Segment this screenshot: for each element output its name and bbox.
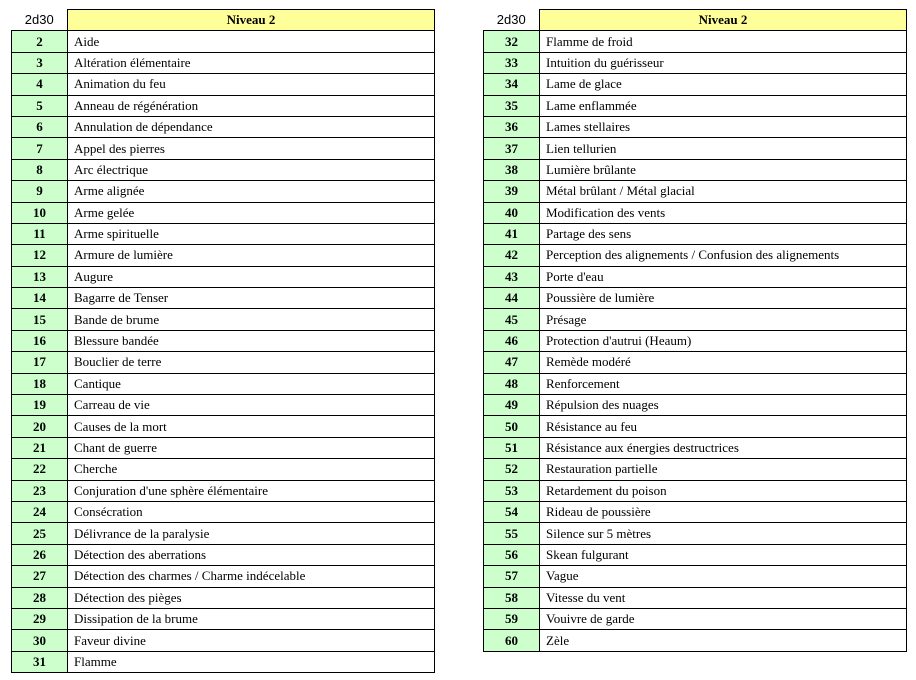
table-row: [484, 480, 907, 501]
dice-label: 2d30: [496, 11, 526, 27]
table-row: [12, 651, 435, 672]
roll-number: 8: [12, 159, 68, 180]
table-row: [484, 266, 907, 287]
spell-name: Intuition du guérisseur: [540, 52, 907, 73]
spell-name: Carreau de vie: [68, 395, 435, 416]
spell-name: Consécration: [68, 501, 435, 522]
table-row: [12, 523, 435, 544]
table-row: [12, 566, 435, 587]
table-row: [12, 138, 435, 159]
spell-name: Lames stellaires: [540, 116, 907, 137]
roll-number: 41: [484, 223, 540, 244]
spell-name: Annulation de dépendance: [68, 116, 435, 137]
table-row: [484, 416, 907, 437]
spell-name: Blessure bandée: [68, 330, 435, 351]
spell-name: Lien tellurien: [540, 138, 907, 159]
left-spell-table: [11, 9, 435, 673]
spell-name: Renforcement: [540, 373, 907, 394]
right-header-row: [484, 10, 907, 31]
roll-number: 44: [484, 288, 540, 309]
spell-name: Métal brûlant / Métal glacial: [540, 181, 907, 202]
level-header: Niveau 2: [68, 10, 435, 31]
table-row: [484, 544, 907, 565]
spell-name: Délivrance de la paralysie: [68, 523, 435, 544]
table-row: [484, 587, 907, 608]
spell-name: Rideau de poussière: [540, 501, 907, 522]
table-row: [484, 501, 907, 522]
spell-name: Silence sur 5 mètres: [540, 523, 907, 544]
table-row: [12, 330, 435, 351]
spell-name: Augure: [68, 266, 435, 287]
spell-name: Dissipation de la brume: [68, 608, 435, 629]
roll-number: 10: [12, 202, 68, 223]
table-row: [484, 202, 907, 223]
spell-name: Remède modéré: [540, 352, 907, 373]
spell-name: Lumière brûlante: [540, 159, 907, 180]
spell-name: Causes de la mort: [68, 416, 435, 437]
table-row: [12, 266, 435, 287]
roll-number: 20: [12, 416, 68, 437]
roll-number: 57: [484, 566, 540, 587]
roll-number: 60: [484, 630, 540, 651]
table-row: [12, 352, 435, 373]
spell-name: Bouclier de terre: [68, 352, 435, 373]
table-row: [12, 608, 435, 629]
spell-name: Zèle: [540, 630, 907, 651]
roll-number: 31: [12, 651, 68, 672]
roll-number: 46: [484, 330, 540, 351]
left-header-row: [12, 10, 435, 31]
roll-number: 15: [12, 309, 68, 330]
table-row: [12, 480, 435, 501]
table-row: [12, 544, 435, 565]
table-row: [484, 395, 907, 416]
roll-number: 38: [484, 159, 540, 180]
table-row: [12, 416, 435, 437]
roll-number: 13: [12, 266, 68, 287]
table-row: [12, 395, 435, 416]
spell-name: Lame de glace: [540, 74, 907, 95]
spell-name: Présage: [540, 309, 907, 330]
roll-number: 12: [12, 245, 68, 266]
table-row: [484, 95, 907, 116]
spell-name: Arme spirituelle: [68, 223, 435, 244]
roll-number: 40: [484, 202, 540, 223]
roll-number: 51: [484, 437, 540, 458]
table-row: [484, 288, 907, 309]
spell-name: Détection des pièges: [68, 587, 435, 608]
spell-name: Vitesse du vent: [540, 587, 907, 608]
roll-number: 34: [484, 74, 540, 95]
spell-name: Arme gelée: [68, 202, 435, 223]
spell-name: Anneau de régénération: [68, 95, 435, 116]
table-row: [12, 181, 435, 202]
roll-number: 32: [484, 31, 540, 52]
table-row: [12, 116, 435, 137]
spell-name: Détection des charmes / Charme indécelable: [68, 566, 435, 587]
spell-name: Partage des sens: [540, 223, 907, 244]
table-row: [12, 309, 435, 330]
table-row: [12, 373, 435, 394]
roll-number: 43: [484, 266, 540, 287]
table-row: [484, 352, 907, 373]
roll-number: 58: [484, 587, 540, 608]
roll-number: 56: [484, 544, 540, 565]
roll-number: 17: [12, 352, 68, 373]
table-row: [484, 437, 907, 458]
spell-name: Protection d'autrui (Heaum): [540, 330, 907, 351]
spell-name: Perception des alignements / Confusion des alignements: [540, 245, 907, 266]
table-row: [484, 159, 907, 180]
roll-number: 6: [12, 116, 68, 137]
roll-number: 39: [484, 181, 540, 202]
spell-name: Flamme: [68, 651, 435, 672]
spell-name: Retardement du poison: [540, 480, 907, 501]
spell-name: Skean fulgurant: [540, 544, 907, 565]
right-spell-table: [483, 9, 907, 652]
roll-number: 42: [484, 245, 540, 266]
spell-name: Altération élémentaire: [68, 52, 435, 73]
spell-name: Restauration partielle: [540, 459, 907, 480]
roll-number: 9: [12, 181, 68, 202]
spell-name: Bande de brume: [68, 309, 435, 330]
roll-number: 47: [484, 352, 540, 373]
left-table-body: [12, 31, 435, 673]
table-row: [12, 223, 435, 244]
roll-number: 36: [484, 116, 540, 137]
roll-number: 14: [12, 288, 68, 309]
spell-name: Bagarre de Tenser: [68, 288, 435, 309]
roll-number: 54: [484, 501, 540, 522]
roll-number: 55: [484, 523, 540, 544]
roll-number: 27: [12, 566, 68, 587]
table-row: [484, 309, 907, 330]
table-row: [12, 501, 435, 522]
roll-number: 16: [12, 330, 68, 351]
roll-number: 26: [12, 544, 68, 565]
table-row: [484, 31, 907, 52]
spell-name: Porte d'eau: [540, 266, 907, 287]
spell-name: Vague: [540, 566, 907, 587]
table-row: [484, 459, 907, 480]
spell-name: Conjuration d'une sphère élémentaire: [68, 480, 435, 501]
roll-number: 22: [12, 459, 68, 480]
roll-number: 28: [12, 587, 68, 608]
roll-number: 50: [484, 416, 540, 437]
spell-name: Faveur divine: [68, 630, 435, 651]
table-row: [484, 138, 907, 159]
table-row: [12, 31, 435, 52]
roll-number: 23: [12, 480, 68, 501]
spell-name: Vouivre de garde: [540, 608, 907, 629]
roll-number: 45: [484, 309, 540, 330]
table-row: [484, 630, 907, 651]
roll-number: 7: [12, 138, 68, 159]
table-row: [12, 159, 435, 180]
roll-number: 21: [12, 437, 68, 458]
spell-name: Répulsion des nuages: [540, 395, 907, 416]
roll-number: 35: [484, 95, 540, 116]
table-row: [484, 330, 907, 351]
roll-number: 18: [12, 373, 68, 394]
table-row: [484, 245, 907, 266]
table-row: [484, 523, 907, 544]
roll-number: 3: [12, 52, 68, 73]
table-row: [484, 181, 907, 202]
table-row: [484, 566, 907, 587]
spell-name: Arme alignée: [68, 181, 435, 202]
table-row: [484, 52, 907, 73]
table-row: [484, 373, 907, 394]
spell-name: Appel des pierres: [68, 138, 435, 159]
roll-number: 5: [12, 95, 68, 116]
spell-name: Aide: [68, 31, 435, 52]
roll-number: 25: [12, 523, 68, 544]
table-row: [484, 74, 907, 95]
roll-number: 59: [484, 608, 540, 629]
roll-number: 33: [484, 52, 540, 73]
roll-number: 52: [484, 459, 540, 480]
table-row: [12, 288, 435, 309]
table-row: [12, 245, 435, 266]
roll-number: 24: [12, 501, 68, 522]
roll-number: 53: [484, 480, 540, 501]
table-row: [12, 587, 435, 608]
spell-name: Poussière de lumière: [540, 288, 907, 309]
table-row: [12, 459, 435, 480]
spell-name: Flamme de froid: [540, 31, 907, 52]
table-row: [484, 223, 907, 244]
spell-name: Armure de lumière: [68, 245, 435, 266]
level-header: Niveau 2: [540, 10, 907, 31]
table-row: [12, 52, 435, 73]
roll-number: 2: [12, 31, 68, 52]
spell-name: Lame enflammée: [540, 95, 907, 116]
dice-label: 2d30: [24, 11, 54, 27]
roll-number: 19: [12, 395, 68, 416]
spell-name: Cherche: [68, 459, 435, 480]
roll-number: 29: [12, 608, 68, 629]
table-row: [12, 95, 435, 116]
roll-number: 30: [12, 630, 68, 651]
table-row: [484, 116, 907, 137]
table-row: [12, 74, 435, 95]
table-row: [12, 202, 435, 223]
spell-name: Cantique: [68, 373, 435, 394]
spell-name: Arc électrique: [68, 159, 435, 180]
spell-name: Résistance au feu: [540, 416, 907, 437]
table-row: [12, 630, 435, 651]
spell-name: Chant de guerre: [68, 437, 435, 458]
roll-number: 11: [12, 223, 68, 244]
spell-name: Détection des aberrations: [68, 544, 435, 565]
spell-name: Résistance aux énergies destructrices: [540, 437, 907, 458]
roll-number: 49: [484, 395, 540, 416]
table-row: [12, 437, 435, 458]
roll-number: 48: [484, 373, 540, 394]
roll-number: 4: [12, 74, 68, 95]
roll-number: 37: [484, 138, 540, 159]
spell-name: Animation du feu: [68, 74, 435, 95]
spell-name: Modification des vents: [540, 202, 907, 223]
table-row: [484, 608, 907, 629]
right-table-body: [484, 31, 907, 651]
